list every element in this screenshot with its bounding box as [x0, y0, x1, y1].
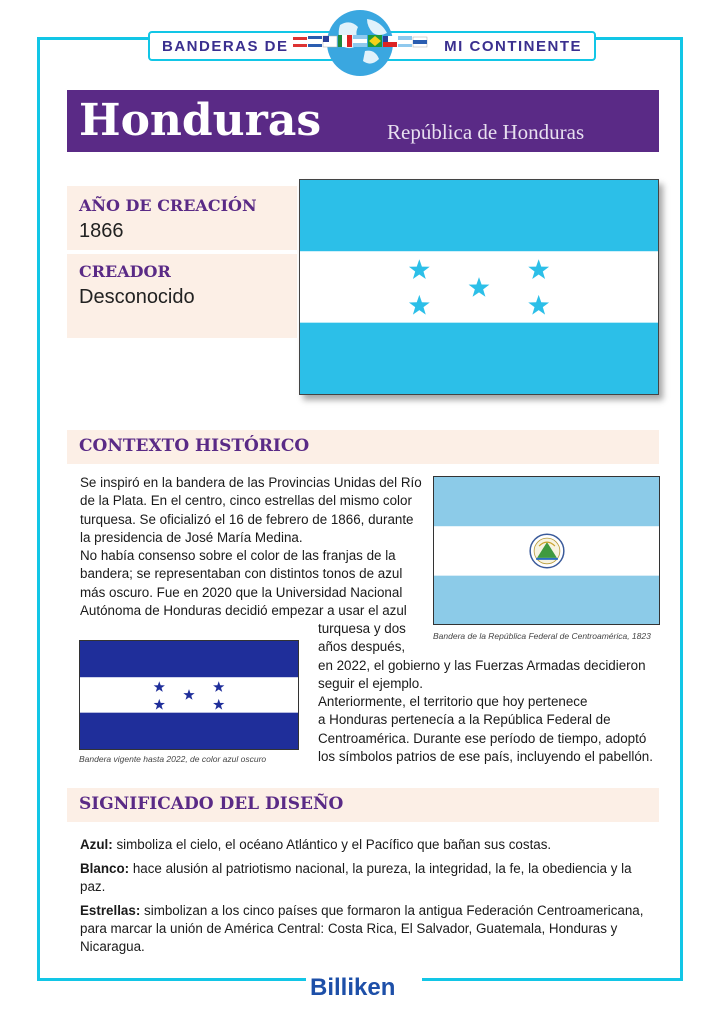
honduras-flag-current — [299, 179, 659, 395]
history-line: Autónoma de Honduras decidió empezar a usar el azul — [80, 603, 407, 619]
history-line: turquesa y dos — [318, 621, 406, 636]
creator-value: Desconocido — [79, 286, 195, 308]
meaning-desc: simboliza el cielo, el océano Atlántico y el Pacífico que bañan sus costas. — [112, 837, 552, 852]
history-line: seguir el ejemplo. — [318, 675, 423, 691]
history-line: a Honduras pertenecía a la República Federal de — [318, 712, 611, 728]
history-heading-bar — [67, 430, 659, 464]
meaning-term: Azul: — [80, 837, 113, 852]
meaning-term: Estrellas: — [80, 903, 141, 918]
info-box — [67, 186, 297, 338]
history-line: más oscuro. Fue en 2020 que la Universidad Nacional — [80, 584, 403, 600]
history-line: Anteriormente, el territorio que hoy pertenece — [318, 694, 588, 710]
meaning-desc: hace alusión al patriotismo nacional, la pureza, la integridad, la fe, la obediencia y la paz. — [80, 861, 632, 894]
meaning-heading: SIGNIFICADO DEL DISEÑO — [79, 794, 344, 814]
meaning-heading-bar — [67, 788, 659, 822]
creator-label: CREADOR — [79, 262, 171, 281]
billiken-logo — [306, 972, 422, 1008]
honduras-flag-old — [79, 640, 299, 750]
history-text-bottom — [318, 620, 663, 766]
banner-left-text: BANDERAS DE — [162, 38, 289, 55]
history-line: bandera; se representaban con distintos tonos de azul — [80, 566, 403, 582]
history-text-top — [80, 474, 430, 620]
old-flag-caption: Bandera vigente hasta 2022, de color azul oscuro — [79, 754, 267, 764]
history-line: Se inspiró en la bandera de las Provincias Unidas del Río — [80, 475, 422, 490]
meaning-item-estrellas — [80, 902, 660, 956]
logo-text: Billiken — [310, 974, 396, 1001]
history-line: turquesa. Se oficializó el 16 de febrero de 1866, durante — [80, 511, 414, 527]
globe-flags-icon — [285, 7, 435, 79]
history-line: No había consenso sobre el color de las franjas de la — [80, 548, 396, 564]
history-line: de la Plata. En el centro, cinco estrellas del mismo color — [80, 493, 412, 509]
meaning-item-azul — [80, 836, 660, 854]
info-divider — [67, 250, 297, 254]
year-value: 1866 — [79, 220, 124, 242]
meaning-list — [80, 836, 660, 962]
history-line: en 2022, el gobierno y las Fuerzas Armadas decidieron — [318, 657, 646, 673]
official-name: República de Honduras — [387, 120, 585, 144]
country-title: Honduras — [79, 95, 322, 146]
title-bar — [67, 90, 659, 152]
history-line: años después, — [318, 639, 406, 655]
meaning-desc: simbolizan a los cinco países que formaron la antigua Federación Centroamericana, para marcar la unión de América Central: Costa Rica, El Salvador, Guatemala, Honduras y Nicaragua. — [80, 903, 644, 954]
federal-republic-flag — [433, 476, 660, 625]
history-heading: CONTEXTO HISTÓRICO — [79, 436, 310, 456]
federal-flag-caption: Bandera de la República Federal de Centroamérica, 1823 — [433, 631, 651, 641]
meaning-term: Blanco: — [80, 861, 130, 876]
history-line: los símbolos patrios de ese país, incluyendo el pabellón. — [318, 749, 653, 765]
meaning-item-blanco — [80, 860, 660, 896]
history-line: la presidencia de José María Medina. — [80, 529, 303, 545]
history-line: Centroamérica. Durante ese período de tiempo, adoptó — [318, 730, 647, 746]
year-label: AÑO DE CREACIÓN — [79, 196, 257, 215]
banner-right-text: MI CONTINENTE — [444, 38, 582, 55]
